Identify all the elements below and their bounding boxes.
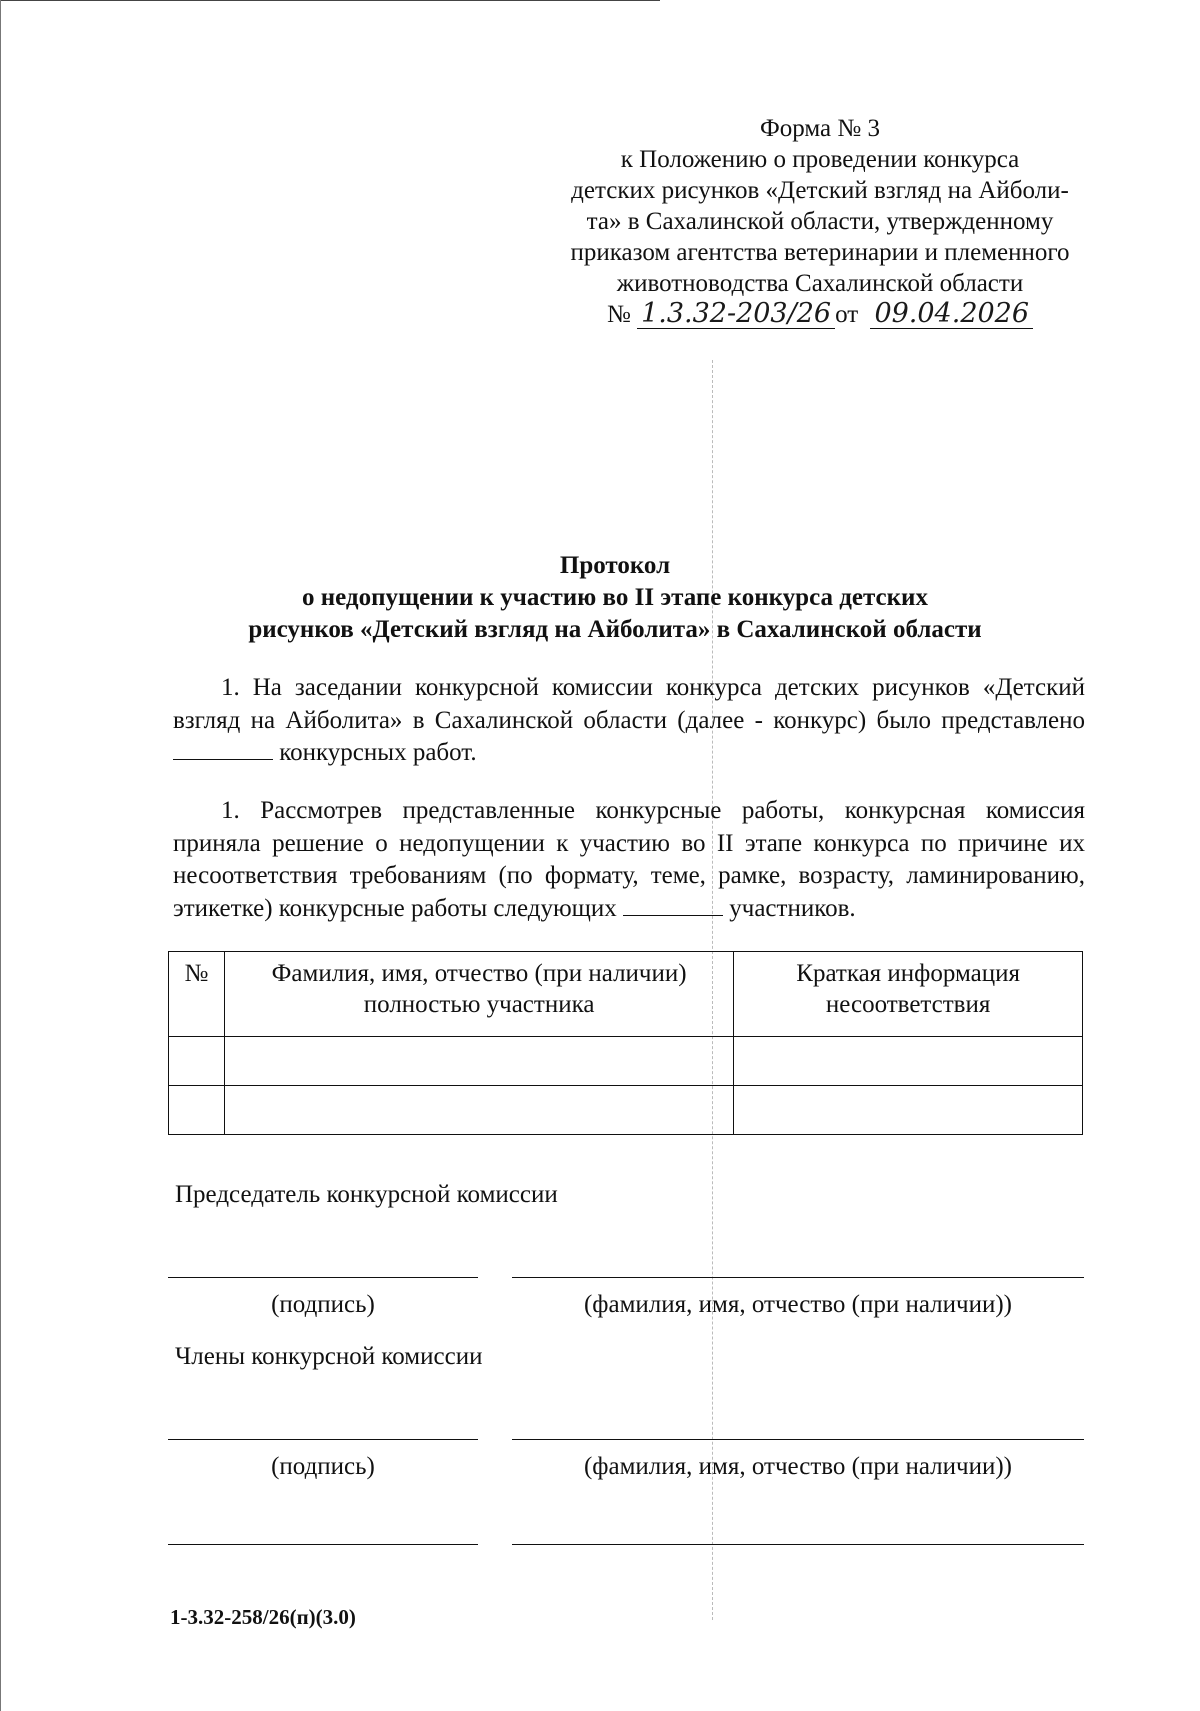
table-cell[interactable] <box>224 1086 733 1135</box>
order-from: от <box>835 301 859 328</box>
header-line-5: животноводства Сахалинской области <box>616 270 1024 297</box>
table-row <box>169 1086 1083 1135</box>
table-cell[interactable] <box>169 1086 225 1135</box>
document-code: 1-3.32-258/26(п)(3.0) <box>170 1605 356 1629</box>
form-number: Форма № 3 <box>760 115 880 142</box>
handwritten-order-number: 1.3.32-203/26 <box>637 300 835 329</box>
scan-edge-top <box>0 0 660 1</box>
table-cell[interactable] <box>734 1086 1083 1135</box>
member-name-line[interactable] <box>512 1544 1084 1545</box>
table-header-number: № <box>169 952 225 1037</box>
table-cell[interactable] <box>169 1037 225 1086</box>
members-label: Члены конкурсной комиссии <box>175 1343 483 1370</box>
chairman-name-line[interactable] <box>512 1277 1084 1278</box>
member-name-line[interactable] <box>512 1439 1084 1440</box>
member-name-caption: (фамилия, имя, отчество (при наличии)) <box>583 1453 1013 1480</box>
chairman-name-caption: (фамилия, имя, отчество (при наличии)) <box>583 1291 1013 1318</box>
member-signature-line[interactable] <box>168 1544 478 1545</box>
document-title <box>150 550 1080 646</box>
order-prefix: № <box>606 301 631 328</box>
table-row <box>169 1037 1083 1086</box>
paragraph-2-text: 1. Рассмотрев представленные конкурсные работы, конкурсная комиссия приняла решение о недопущении к участию во II этапе конкурса по причине их несоответствия требованиям (по формату, теме, рамке, возрасту, ламинированию, этикетке) конкурсные работы следующих <box>173 797 1085 922</box>
paragraph-2-tail: участников. <box>729 894 856 922</box>
paragraph-1 <box>173 672 1085 770</box>
member-signature-caption: (подпись) <box>271 1453 375 1480</box>
paragraph-1-tail: конкурсных работ. <box>279 739 477 766</box>
table-cell[interactable] <box>224 1037 733 1086</box>
header-line-4: приказом агентства ветеринарии и племенного <box>570 239 1070 266</box>
paragraph-1-text: 1. На заседании конкурсной комиссии конкурса детских рисунков «Детский взгляд на Айболита» в Сахалинской области (далее - конкурс) было представлено <box>173 674 1085 734</box>
header-line-1: к Положению о проведении конкурса <box>620 146 1020 173</box>
participants-count-blank[interactable] <box>623 893 723 916</box>
member-signature-line[interactable] <box>168 1439 478 1440</box>
paragraph-2 <box>173 795 1085 925</box>
works-count-blank[interactable] <box>173 737 273 760</box>
title-line-1: Протокол <box>559 552 671 579</box>
order-line <box>520 299 1120 330</box>
chairman-label: Председатель конкурсной комиссии <box>175 1181 558 1208</box>
table-header-row <box>169 952 1083 1037</box>
header-line-2: детских рисунков «Детский взгляд на Айболи- <box>571 177 1069 204</box>
header-line-3: та» в Сахалинской области, утвержденному <box>586 208 1054 235</box>
title-line-2: о недопущении к участию во II этапе конкурса детских <box>302 584 928 611</box>
chairman-signature-line[interactable] <box>168 1277 478 1278</box>
participants-table <box>168 951 1083 1135</box>
chairman-signature-caption: (подпись) <box>271 1291 375 1318</box>
form-header <box>520 113 1120 330</box>
handwritten-order-date: 09.04.2026 <box>870 300 1033 329</box>
table-header-name: Фамилия, имя, отчество (при наличии) полностью участника <box>224 952 733 1037</box>
title-line-3: рисунков «Детский взгляд на Айболита» в Сахалинской области <box>248 616 982 643</box>
table-cell[interactable] <box>734 1037 1083 1086</box>
scan-edge-left <box>0 0 1 1711</box>
table-header-info: Краткая информация несоответствия <box>734 952 1083 1037</box>
